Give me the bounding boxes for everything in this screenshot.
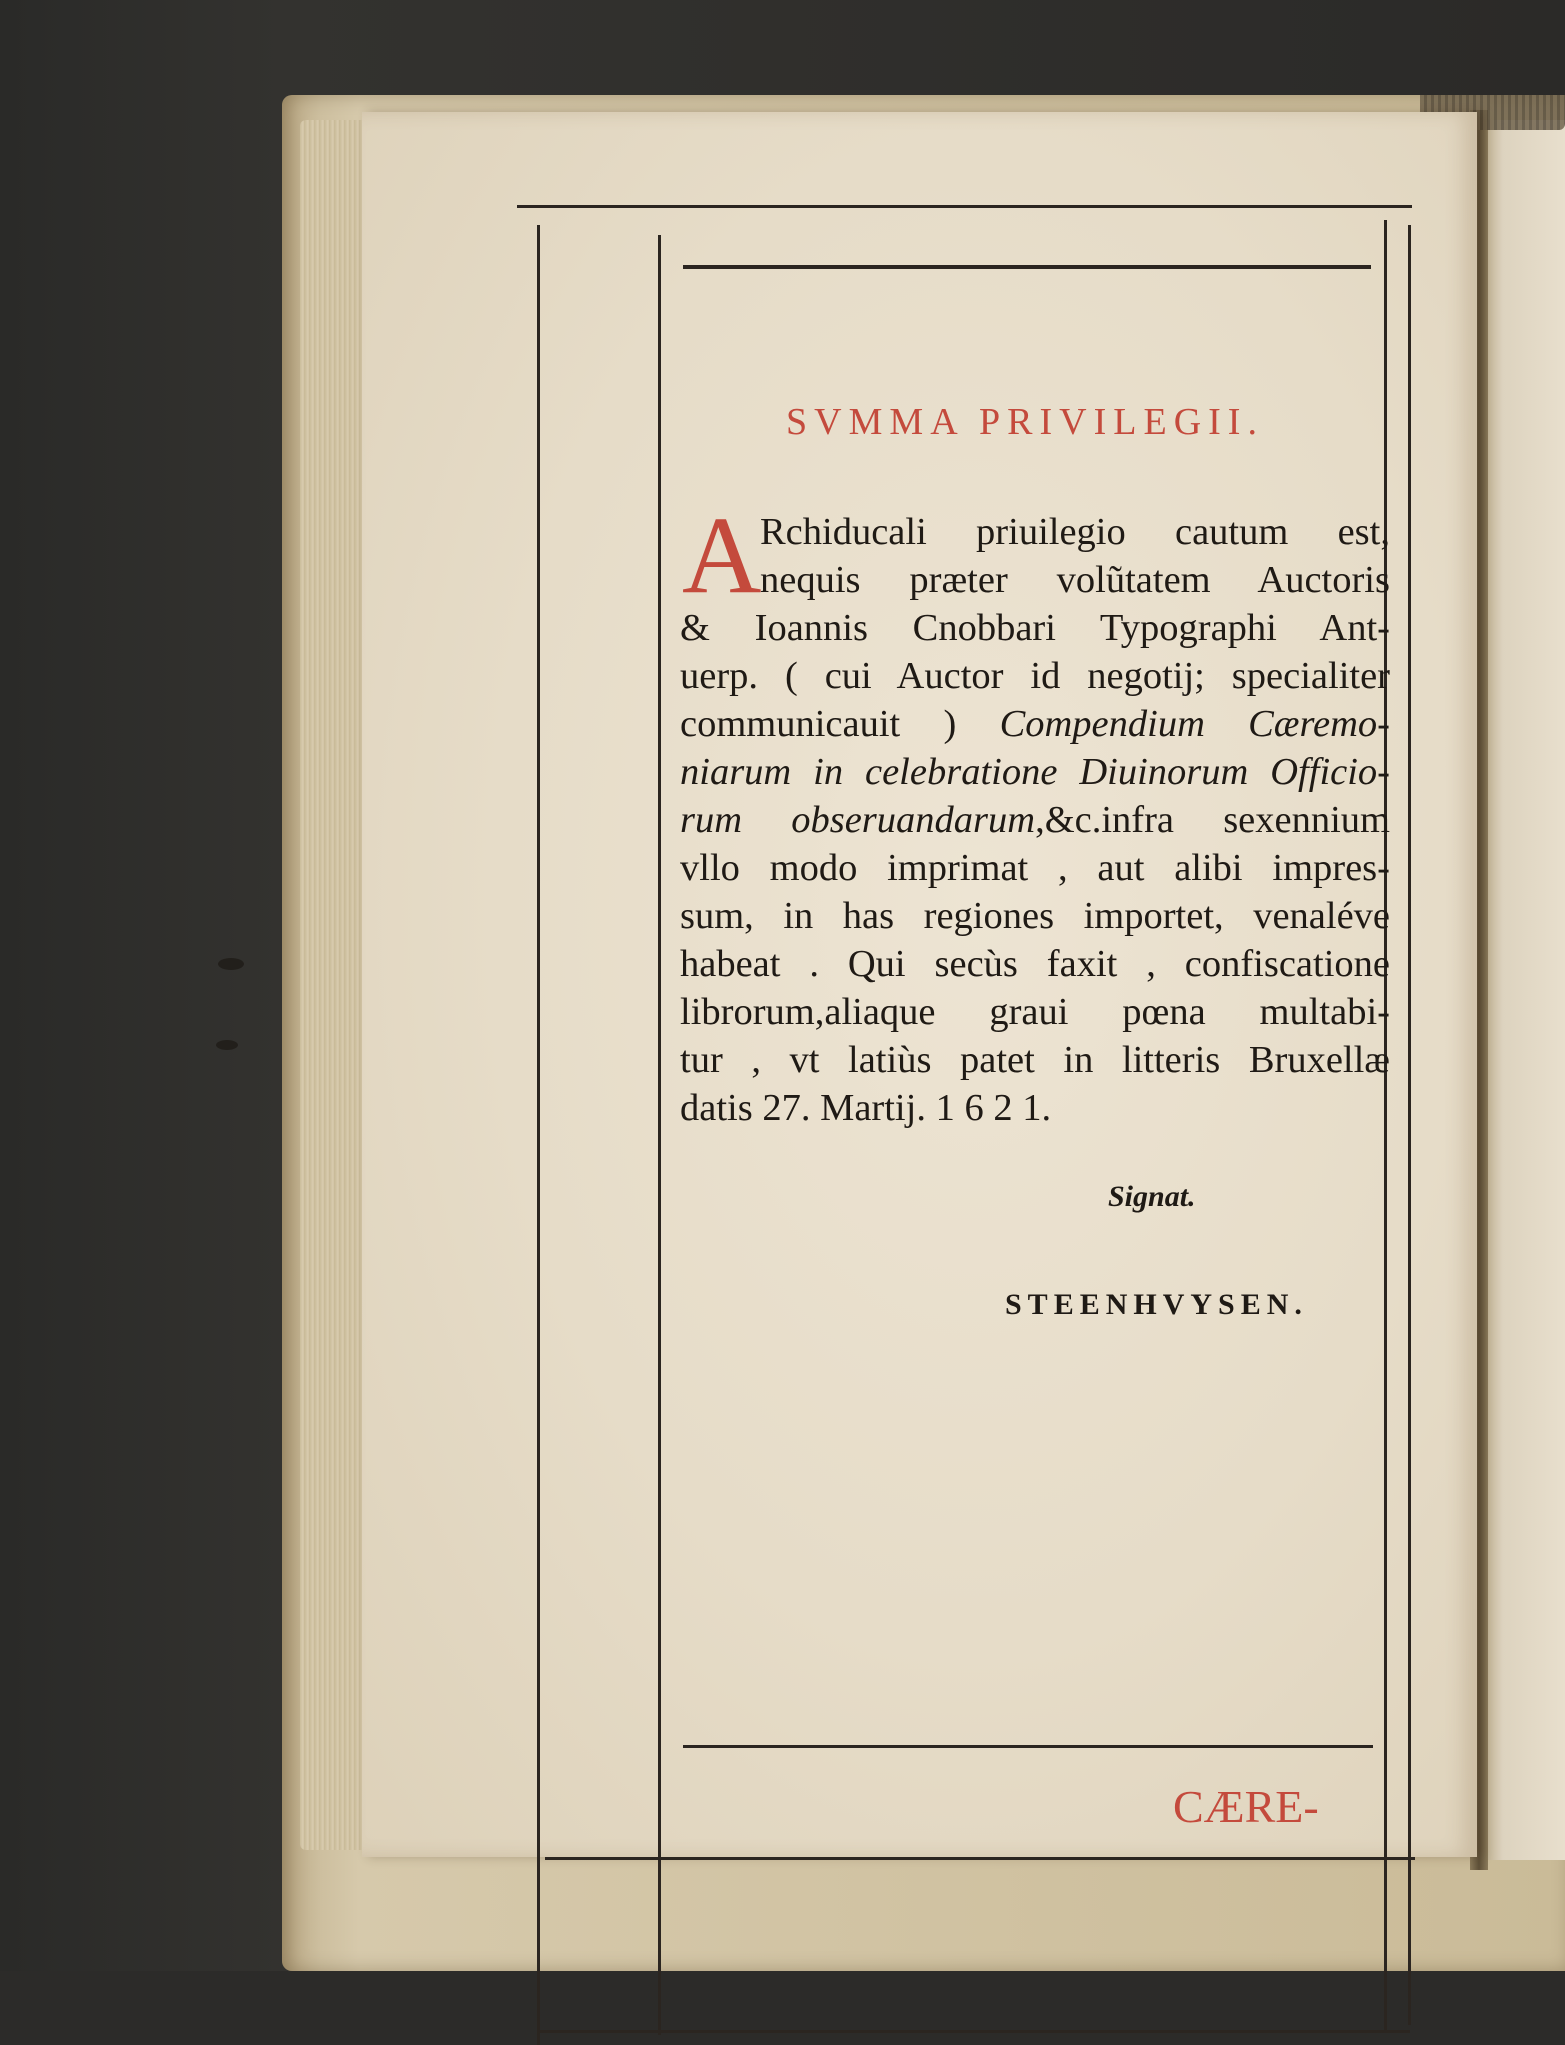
text-line: uerp. ( cui Auctor id negotij; specialiter: [680, 655, 1390, 697]
catchword: CÆRE-: [1173, 1781, 1319, 1832]
left-outer-rule: [537, 225, 540, 2045]
top-inner-rule: [683, 265, 1371, 269]
right-outer-rule: [1408, 225, 1411, 2025]
text-line: niarum in celebratione Diuinorum Officio-: [680, 751, 1390, 793]
privilege-text: [680, 494, 1390, 1132]
bottom-rule: [545, 1857, 1415, 1860]
text-line: sum, in has regiones importet, venaléve: [680, 895, 1390, 937]
text-line: datis 27. Martij. 1 6 2 1.: [680, 1087, 1052, 1129]
bottom-inner-rule: [683, 1745, 1373, 1748]
ink-smudge: [218, 958, 244, 970]
page-title: SVMMA PRIVILEGII.: [786, 401, 1264, 443]
right-page-edge: [1482, 120, 1565, 1860]
drop-capital: A: [682, 494, 762, 616]
text-italic: rum obseruandarum: [680, 799, 1036, 841]
top-outer-rule: [517, 205, 1412, 208]
text-roman: ,&c.infra sexennium: [1035, 799, 1390, 841]
signer-name: STEENHVYSEN.: [1005, 1288, 1308, 1321]
text-line: [680, 700, 1390, 748]
page-edges: [300, 120, 370, 1850]
left-inner-rule: [658, 235, 661, 2035]
text-italic: Compendium Cæremo-: [999, 703, 1390, 745]
text-line: habeat . Qui secùs faxit , confiscatione: [680, 943, 1390, 985]
text-line: vllo modo imprimat , aut alibi impres-: [680, 847, 1390, 889]
ink-smudge: [216, 1040, 238, 1050]
text-line: nequis præter volũtatem Auctoris: [760, 559, 1390, 601]
bottom-outer-rule: [540, 2030, 1410, 2033]
signat-label: Signat.: [1108, 1180, 1196, 1213]
text-line: & Ioannis Cnobbari Typographi Ant-: [680, 607, 1390, 649]
text-line: tur , vt latiùs patet in litteris Bruxellæ: [680, 1039, 1390, 1081]
text-line: Rchiducali priuilegio cautum est,: [760, 511, 1390, 553]
text-roman: communicauit ): [680, 703, 1000, 745]
text-line: [680, 796, 1390, 844]
text-line: librorum,aliaque graui pœna multabi-: [680, 991, 1390, 1033]
